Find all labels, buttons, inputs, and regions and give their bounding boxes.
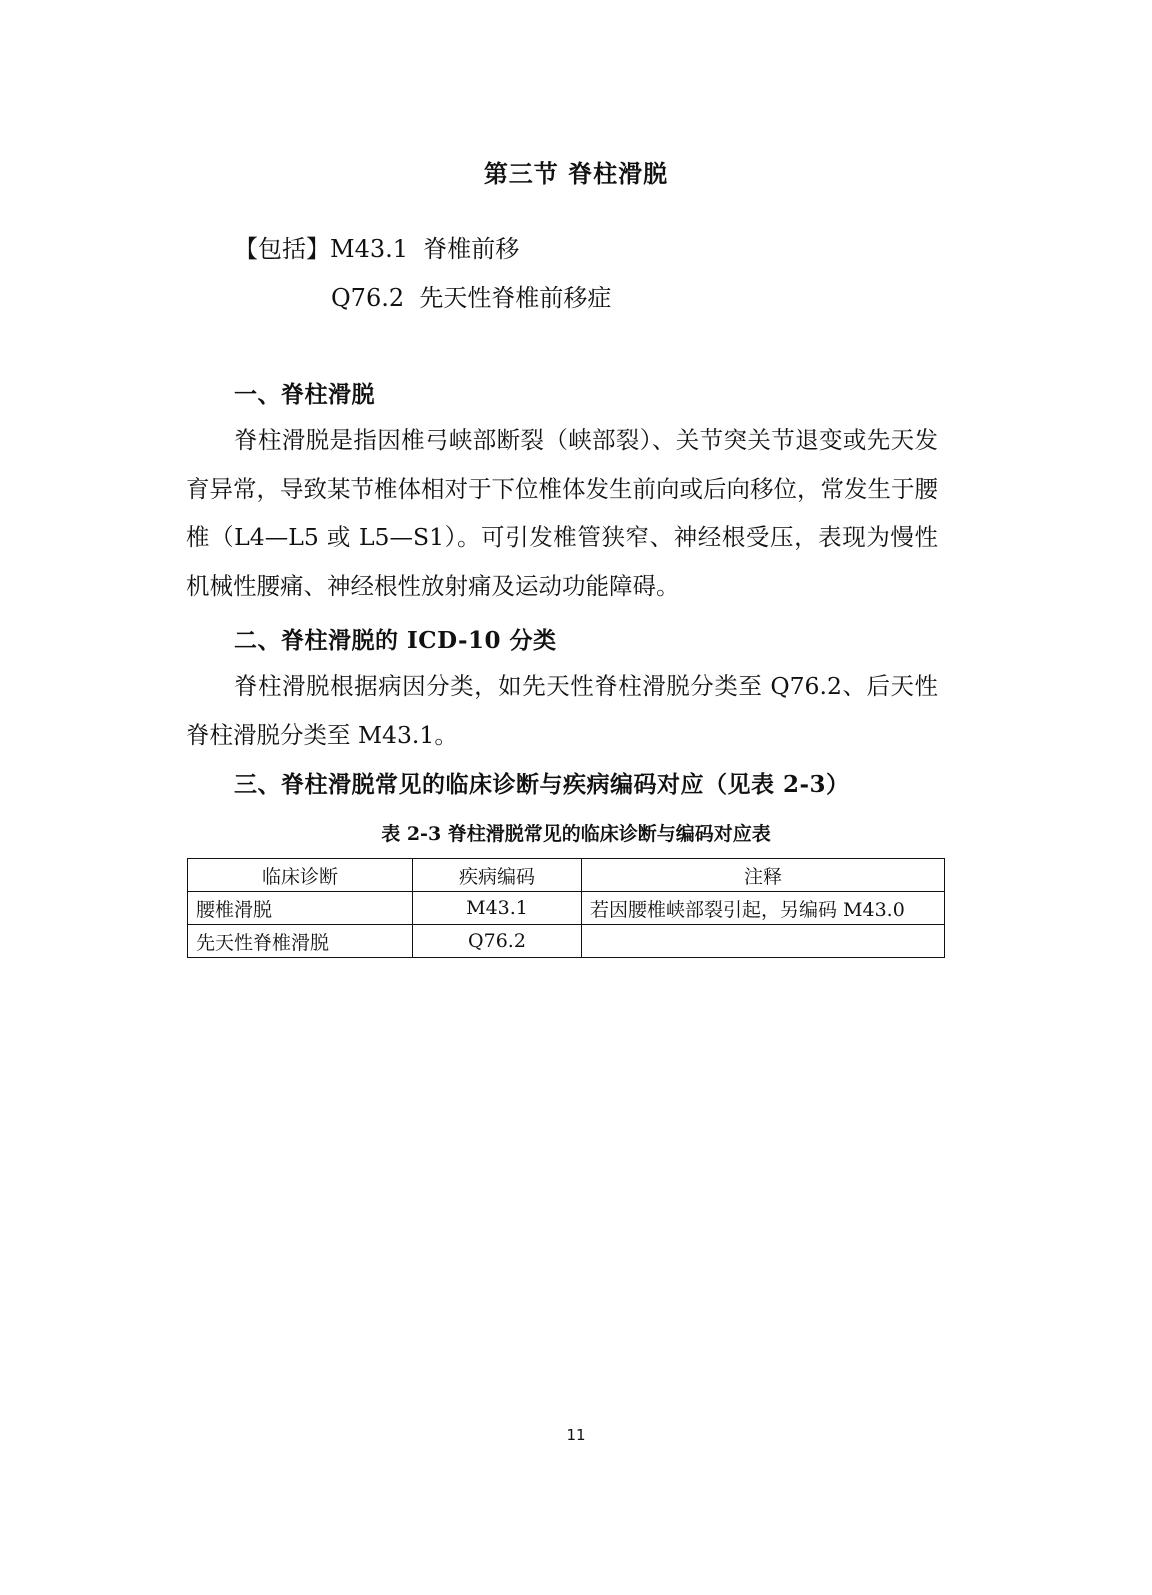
table-header-row xyxy=(188,859,945,892)
include-name: 脊椎前移 xyxy=(423,235,520,263)
column-header: 注释 xyxy=(582,859,945,892)
subsection-heading: 二、脊柱滑脱的 ICD-10 分类 xyxy=(234,627,557,654)
diagnosis-code-table xyxy=(187,858,945,958)
include-code: Q76.2 xyxy=(331,284,405,312)
table-cell: 先天性脊椎滑脱 xyxy=(188,925,413,958)
subsection-paragraph: 脊柱滑脱是指因椎弓峡部断裂（峡部裂）、关节突关节退变或先天发育异常，导致某节椎体相对于下位椎体发生前向或后向移位，常发生于腰椎（L4—L5 或 L5—S1）。可引发椎管狭窄、神经根受压，表现为慢性机械性腰痛、神经根性放射痛及运动功能障碍。 xyxy=(186,426,938,600)
include-entry-1 xyxy=(234,229,519,264)
include-label: 【包括】 xyxy=(234,235,330,263)
section-title: 第三节 脊柱滑脱 xyxy=(483,159,669,188)
table-caption: 表 2-3 脊柱滑脱常见的临床诊断与编码对应表 xyxy=(381,823,771,845)
subsection-paragraph: 脊柱滑脱根据病因分类，如先天性脊柱滑脱分类至 Q76.2、后天性脊柱滑脱分类至 M43.1。 xyxy=(186,672,938,749)
table-cell: M43.1 xyxy=(413,892,582,925)
include-code: M43.1 xyxy=(330,235,409,263)
include-entry-2 xyxy=(331,278,611,313)
column-header: 疾病编码 xyxy=(413,859,582,892)
subsection-heading: 一、脊柱滑脱 xyxy=(234,381,375,408)
column-header: 临床诊断 xyxy=(188,859,413,892)
page-number: 11 xyxy=(566,1426,586,1444)
subsection-heading: 三、脊柱滑脱常见的临床诊断与疾病编码对应（见表 2-3） xyxy=(234,771,850,798)
table-row xyxy=(188,925,945,958)
table-cell: 腰椎滑脱 xyxy=(188,892,413,925)
include-name: 先天性脊椎前移症 xyxy=(419,284,612,312)
table-cell xyxy=(582,925,945,958)
table-cell: 若因腰椎峡部裂引起，另编码 M43.0 xyxy=(582,892,945,925)
table-cell: Q76.2 xyxy=(413,925,582,958)
table-row xyxy=(188,892,945,925)
